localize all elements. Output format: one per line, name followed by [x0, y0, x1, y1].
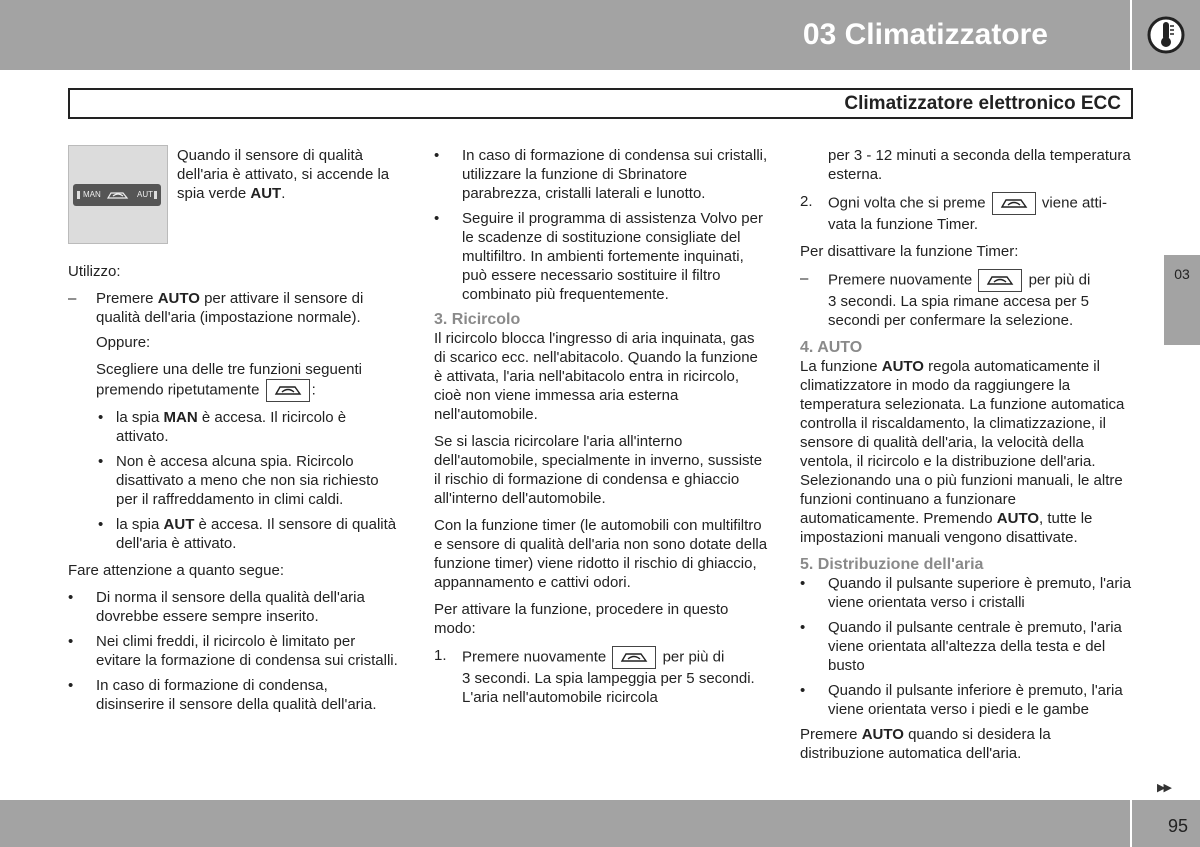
panel-label-man: MAN: [83, 190, 101, 199]
bullet-item: [800, 681, 1134, 719]
column-3: [800, 146, 1134, 771]
chapter-title: 03 Climatizzatore: [802, 18, 1048, 51]
caption-text: spia verde: [177, 185, 251, 202]
bullet-item: [434, 209, 768, 304]
chapter-side-tab[interactable]: [1164, 255, 1200, 345]
text: Quando il pulsante inferiore è premuto, l'aria viene orientata verso i piedi e le gambe: [828, 682, 1123, 718]
text: :: [311, 381, 316, 399]
bullet-marker: •: [434, 147, 440, 164]
paragraph: Per attivare la funzione, procedere in questo modo:: [434, 601, 729, 637]
control-panel-figure: [68, 145, 168, 244]
text: In caso di formazione di condensa, disinserire il sensore della qualità dell'aria.: [96, 677, 377, 713]
bullet-item: [434, 146, 768, 203]
text: è accesa. Il ricircolo è attivato.: [116, 409, 347, 445]
sub-bullet-item: [68, 515, 400, 553]
figure-caption: [177, 146, 407, 203]
bullet-item: [68, 632, 400, 670]
text: Scegliere una delle tre funzioni seguenti: [96, 361, 363, 378]
paragraph: Con la funzione timer (le automobili con multifiltro e sensore di qualità dell'aria non sono dotate della funzione timer) viene ridotto il rischio di ghiaccio, appannamento e cattivi odori.: [434, 517, 768, 591]
text-line: [96, 379, 400, 402]
side-tab-label: 03: [1174, 266, 1190, 282]
bullet-marker: •: [800, 682, 806, 699]
bold-text: AUTO: [861, 726, 904, 743]
text: In caso di formazione di condensa sui cristalli, utilizzare la funzione di Sbrinatore parabrezza, cristalli laterali e lunotto.: [462, 147, 768, 202]
caption-bold: AUT: [250, 185, 282, 202]
text: la spia: [116, 516, 164, 533]
attenzione-text: Fare attenzione a quanto segue:: [68, 562, 284, 579]
text: premendo ripetutamente: [96, 381, 260, 399]
panel-indicator-left: [77, 191, 80, 199]
bold-text: AUTO: [157, 290, 200, 307]
text: vata la funzione Timer.: [828, 216, 979, 233]
text: Premere: [800, 726, 862, 743]
sub-bullet-item: [68, 452, 400, 509]
bullet-marker: •: [800, 619, 806, 636]
caption-line: Quando il sensore di qualità: [177, 147, 363, 164]
bullet-marker: •: [68, 633, 74, 650]
text: , tutte le impostazioni manuali vengono disattivate.: [800, 510, 1093, 546]
text: quando si desidera la distribuzione automatica dell'aria.: [800, 726, 1051, 762]
paragraph: Se si lascia ricircolare l'aria all'interno dell'automobile, specialmente in inverno, sussiste il rischio di formazione di condensa e ghiaccio all'interno dell'automobile.: [434, 433, 763, 507]
bullet-marker: •: [800, 575, 806, 592]
dash-marker: –: [68, 290, 77, 307]
column-1: [68, 262, 400, 720]
text: Quando il pulsante centrale è premuto, l'aria viene orientata all'altezza della testa e del busto: [828, 619, 1122, 674]
heading-auto: 4. AUTO: [800, 339, 863, 356]
bullet-marker: •: [98, 409, 104, 426]
text: viene atti-: [1041, 194, 1107, 212]
caption-text: .: [281, 185, 286, 202]
text: Di norma il sensore della qualità dell'aria dovrebbe essere sempre inserito.: [96, 589, 365, 625]
bullet-item: [68, 676, 400, 714]
bullet-marker: •: [98, 453, 104, 470]
thermometer-icon: [1146, 15, 1186, 55]
heading-ricircolo: 3. Ricircolo: [434, 311, 521, 328]
recirculation-button-icon: [978, 269, 1022, 292]
text: Non è accesa alcuna spia. Ricircolo disattivato a meno che non sia richiesto per il raffreddamento in climi caldi.: [116, 453, 379, 508]
control-panel-strip: [73, 184, 161, 206]
page-number: 95: [1167, 816, 1188, 836]
text-line: [828, 269, 1134, 292]
bold-text: AUTO: [996, 510, 1040, 527]
text: Seguire il programma di assistenza Volvo per le scadenze di sostituzione consigliate del multifiltro. In ambienti fortemente inquinati, può essere necessario sostituire il filtro combinato più frequentemente.: [462, 210, 763, 303]
panel-label-aut: AUT: [137, 190, 153, 199]
recirculation-button-icon: [266, 379, 310, 402]
step-number: 1.: [434, 647, 447, 664]
text: Ogni volta che si preme: [828, 194, 986, 212]
text: regola automaticamente il climatizzatore in modo da raggiungere la temperatura selezionata. La funzione automatica controlla il riscaldamento, la climatizzazione, il sensore di qualità dell'aria, la velocità della ventola, il ricircolo e la distribuzione dell'aria. Selezionando una o più funzioni manuali, le altre funzioni continuano a funzionare automaticamente. Premendo: [800, 358, 1125, 527]
bullet-item: [800, 618, 1134, 675]
step-item: [800, 192, 1134, 234]
paragraph: Il ricircolo blocca l'ingresso di aria inquinata, gas di scarico ecc. nell'abitacolo. Quando la funzione è attivata, l'aria nell'abitacolo entra in ricircolo, cioè non viene immessa aria esterna nell'automobile.: [434, 330, 758, 423]
bold-text: MAN: [163, 409, 198, 426]
text: 3 secondi. La spia rimane accesa per 5 secondi per confermare la selezione.: [828, 293, 1089, 329]
caption-line: [177, 184, 407, 203]
text: Quando il pulsante superiore è premuto, l'aria viene orientata verso i cristalli: [828, 575, 1132, 611]
text: Premere nuovamente: [462, 648, 607, 666]
dash-item: [68, 289, 400, 327]
footer-bar: [0, 800, 1130, 847]
step-item: [434, 646, 768, 707]
column-2: [434, 146, 768, 713]
recirculation-button-icon: [992, 192, 1036, 215]
bold-text: AUTO: [881, 358, 924, 375]
step-number: 2.: [800, 193, 813, 210]
auto-paragraph: [800, 357, 1134, 547]
text: per attivare il sensore di qualità dell'aria (impostazione normale).: [96, 290, 364, 326]
heading-distribuzione: 5. Distribuzione dell'aria: [800, 556, 984, 573]
section-subtitle: Climatizzatore elettronico ECC: [844, 93, 1121, 114]
bullet-marker: •: [68, 677, 74, 694]
text: La funzione: [800, 358, 882, 375]
double-arrow-right-icon[interactable]: ▶▶: [1157, 782, 1170, 794]
text: per più di: [662, 648, 725, 666]
bullet-marker: •: [434, 210, 440, 227]
chapter-header-bar: [0, 0, 1130, 70]
text: Premere: [96, 290, 158, 307]
paragraph: per 3 - 12 minuti a seconda della temperatura esterna.: [828, 147, 1131, 183]
bullet-marker: •: [98, 516, 104, 533]
utilizzo-label: Utilizzo:: [68, 263, 121, 280]
final-paragraph: [800, 725, 1134, 763]
oppure-text: Oppure:: [96, 334, 151, 351]
text: la spia: [116, 409, 164, 426]
text-line: [828, 192, 1134, 215]
text: è accesa. Il sensore di qualità dell'aria è attivato.: [116, 516, 397, 552]
text: per più di: [1028, 271, 1091, 289]
bullet-item: [68, 588, 400, 626]
recirculation-icon: [105, 189, 131, 201]
sub-bullet-item: [68, 408, 400, 446]
section-header: [68, 88, 1133, 119]
panel-indicator-right: [154, 191, 157, 199]
caption-line: dell'aria è attivato, si accende la: [177, 166, 390, 183]
recirculation-button-icon: [612, 646, 656, 669]
dash-marker: –: [800, 270, 809, 287]
text-line: [462, 646, 768, 669]
paragraph: Per disattivare la funzione Timer:: [800, 243, 1019, 260]
bold-text: AUT: [163, 516, 195, 533]
dash-item: [800, 269, 1134, 330]
text: Nei climi freddi, il ricircolo è limitato per evitare la formazione di condensa sui cristalli.: [96, 633, 398, 669]
bullet-marker: •: [68, 589, 74, 606]
scegliere-text: [68, 360, 400, 402]
page-number-box: [1132, 800, 1200, 847]
text: 3 secondi. La spia lampeggia per 5 secondi. L'aria nell'automobile ricircola: [462, 670, 755, 706]
chapter-icon-box: [1132, 0, 1200, 70]
bullet-item: [800, 574, 1134, 612]
text: Premere nuovamente: [828, 271, 973, 289]
